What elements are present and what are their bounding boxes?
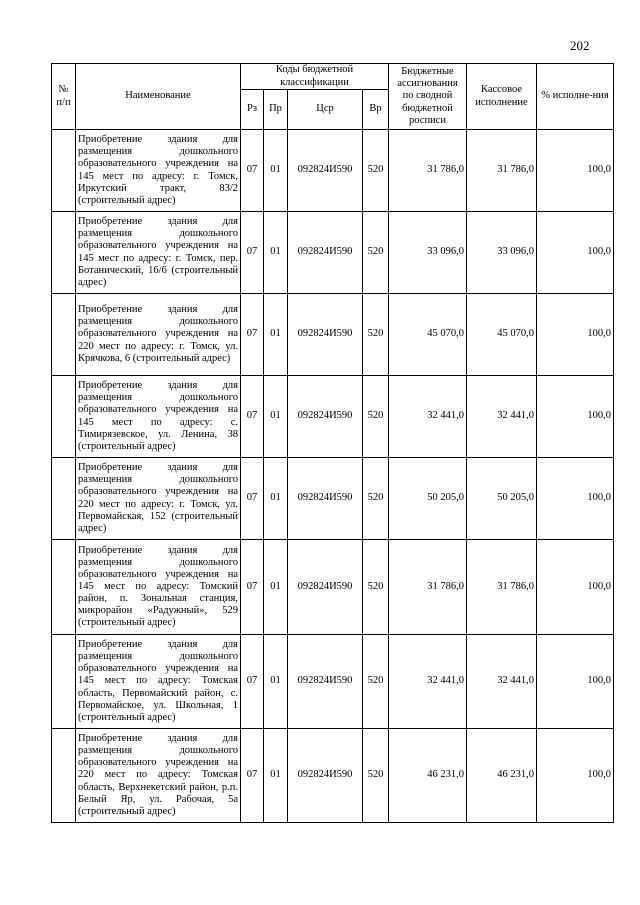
row-assignments-cell: 31 786,0 [389, 130, 467, 212]
row-assignments-cell: 31 786,0 [389, 540, 467, 635]
header-execution-percent: % исполне-ния [537, 64, 614, 130]
row-number-cell [52, 130, 76, 212]
table-row [52, 294, 614, 376]
row-pr-cell: 01 [264, 635, 288, 729]
row-name-cell: Приобретение здания для размещения дошкольного образовательного учреждения на 145 мест по адресу: г. Томск, Иркутский тракт, 83/2 (строительный адрес) [76, 130, 241, 212]
row-csr-cell: 092824И590 [288, 635, 363, 729]
row-name-cell: Приобретение здания для размещения дошкольного образовательного учреждения на 220 мест по адресу: г. Томск, ул. Первомайская, 152 (строительный адрес) [76, 458, 241, 540]
row-number-cell [52, 540, 76, 635]
row-csr-cell: 092824И590 [288, 458, 363, 540]
row-pr-cell: 01 [264, 130, 288, 212]
header-csr: Цср [288, 90, 363, 130]
table-row [52, 635, 614, 729]
row-rz-cell: 07 [241, 635, 264, 729]
row-percent-cell: 100,0 [537, 294, 614, 376]
row-vr-cell: 520 [363, 729, 389, 823]
row-name-cell: Приобретение здания для размещения дошкольного образовательного учреждения на 145 мест по адресу: с. Тимирязевское, ул. Ленина, 38 (строительный адрес) [76, 376, 241, 458]
row-pr-cell: 01 [264, 458, 288, 540]
row-cash-cell: 45 070,0 [467, 294, 537, 376]
row-vr-cell: 520 [363, 130, 389, 212]
row-percent-cell: 100,0 [537, 130, 614, 212]
table-row [52, 540, 614, 635]
row-pr-cell: 01 [264, 294, 288, 376]
header-cash-execution: Кассовое исполнение [467, 64, 537, 130]
row-percent-cell: 100,0 [537, 540, 614, 635]
header-name: Наименование [76, 64, 241, 130]
table-row [52, 212, 614, 294]
row-rz-cell: 07 [241, 130, 264, 212]
row-assignments-cell: 32 441,0 [389, 376, 467, 458]
row-percent-cell: 100,0 [537, 212, 614, 294]
row-assignments-cell: 50 205,0 [389, 458, 467, 540]
table-row [52, 130, 614, 212]
table-body [52, 130, 614, 823]
row-csr-cell: 092824И590 [288, 294, 363, 376]
row-number-cell [52, 458, 76, 540]
row-vr-cell: 520 [363, 635, 389, 729]
row-cash-cell: 33 096,0 [467, 212, 537, 294]
row-rz-cell: 07 [241, 458, 264, 540]
row-csr-cell: 092824И590 [288, 729, 363, 823]
row-name-cell: Приобретение здания для размещения дошкольного образовательного учреждения на 145 мест по адресу: г. Томск, пер. Ботанический, 16/6 (строительный адрес) [76, 212, 241, 294]
row-assignments-cell: 33 096,0 [389, 212, 467, 294]
row-csr-cell: 092824И590 [288, 212, 363, 294]
row-percent-cell: 100,0 [537, 376, 614, 458]
row-name-cell: Приобретение здания для размещения дошкольного образовательного учреждения на 145 мест по адресу: Томский район, п. Зональная станция, микрорайон «Радужный», 529 (строительный адрес) [76, 540, 241, 635]
row-rz-cell: 07 [241, 212, 264, 294]
row-assignments-cell: 45 070,0 [389, 294, 467, 376]
row-cash-cell: 31 786,0 [467, 130, 537, 212]
row-number-cell [52, 294, 76, 376]
row-csr-cell: 092824И590 [288, 376, 363, 458]
row-percent-cell: 100,0 [537, 729, 614, 823]
row-pr-cell: 01 [264, 376, 288, 458]
row-pr-cell: 01 [264, 212, 288, 294]
table-row [52, 376, 614, 458]
row-number-cell [52, 729, 76, 823]
row-number-cell [52, 212, 76, 294]
row-vr-cell: 520 [363, 212, 389, 294]
row-cash-cell: 46 231,0 [467, 729, 537, 823]
row-csr-cell: 092824И590 [288, 540, 363, 635]
row-number-cell [52, 635, 76, 729]
row-cash-cell: 32 441,0 [467, 635, 537, 729]
row-rz-cell: 07 [241, 376, 264, 458]
row-name-cell: Приобретение здания для размещения дошкольного образовательного учреждения на 145 мест по адресу: Томская область, Первомайский район, с. Первомайское, ул. Школьная, 1 (строительный адрес) [76, 635, 241, 729]
row-cash-cell: 32 441,0 [467, 376, 537, 458]
row-vr-cell: 520 [363, 294, 389, 376]
row-vr-cell: 520 [363, 376, 389, 458]
table-row [52, 458, 614, 540]
row-name-cell: Приобретение здания для размещения дошкольного образовательного учреждения на 220 мест по адресу: г. Томск, ул. Крячкова, 6 (строительный адрес) [76, 294, 241, 376]
header-rz: Рз [241, 90, 264, 130]
row-name-cell: Приобретение здания для размещения дошкольного образовательного учреждения на 220 мест по адресу: Томская область, Верхнекетский район, р.п. Белый Яр, ул. Рабочая, 5а (строительный адрес) [76, 729, 241, 823]
row-rz-cell: 07 [241, 540, 264, 635]
row-rz-cell: 07 [241, 294, 264, 376]
budget-execution-table [51, 63, 614, 823]
row-pr-cell: 01 [264, 540, 288, 635]
header-assignments: Бюджетные ассигнования по сводной бюджетной росписи [389, 64, 467, 130]
row-assignments-cell: 32 441,0 [389, 635, 467, 729]
row-number-cell [52, 376, 76, 458]
row-cash-cell: 31 786,0 [467, 540, 537, 635]
header-vr: Вр [363, 90, 389, 130]
row-percent-cell: 100,0 [537, 635, 614, 729]
row-cash-cell: 50 205,0 [467, 458, 537, 540]
row-vr-cell: 520 [363, 458, 389, 540]
page-number: 202 [570, 38, 590, 53]
header-budget-codes: Коды бюджетной классификации [241, 64, 389, 90]
row-percent-cell: 100,0 [537, 458, 614, 540]
row-rz-cell: 07 [241, 729, 264, 823]
row-csr-cell: 092824И590 [288, 130, 363, 212]
row-vr-cell: 520 [363, 540, 389, 635]
row-pr-cell: 01 [264, 729, 288, 823]
row-assignments-cell: 46 231,0 [389, 729, 467, 823]
table-row [52, 729, 614, 823]
header-number: № п/п [52, 64, 76, 130]
header-pr: Пр [264, 90, 288, 130]
